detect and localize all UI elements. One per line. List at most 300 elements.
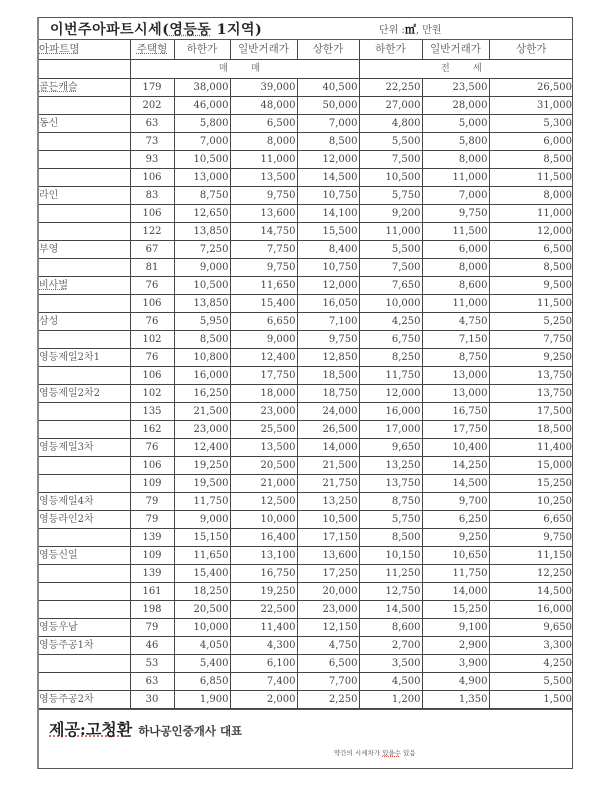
cell-jeonse-low: 10,150 — [359, 546, 422, 564]
cell-apartment-name — [39, 294, 130, 312]
cell-jeonse-typical: 6,250 — [422, 510, 489, 528]
cell-jeonse-typical: 1,350 — [422, 690, 489, 708]
cell-jeonse-typical: 7,000 — [422, 186, 489, 204]
cell-sale-typical: 4,300 — [230, 636, 297, 654]
table-row — [39, 402, 573, 420]
table-row — [39, 438, 573, 456]
cell-apartment-name: 영등우남 — [39, 618, 130, 636]
cell-jeonse-high: 11,000 — [489, 204, 573, 222]
cell-jeonse-high: 13,750 — [489, 384, 573, 402]
cell-jeonse-low: 13,250 — [359, 456, 422, 474]
cell-housing-type: 46 — [130, 636, 174, 654]
cell-apartment-name: 영등신일 — [39, 546, 130, 564]
table-row — [39, 672, 573, 690]
cell-jeonse-typical: 3,900 — [422, 654, 489, 672]
table-row — [39, 240, 573, 258]
cell-sale-typical: 21,000 — [230, 474, 297, 492]
cell-housing-type: 139 — [130, 564, 174, 582]
cell-sale-low: 13,850 — [174, 222, 230, 240]
cell-apartment-name — [39, 474, 130, 492]
cell-jeonse-typical: 2,900 — [422, 636, 489, 654]
table-row — [39, 186, 573, 204]
cell-apartment-name — [39, 330, 130, 348]
cell-jeonse-low: 4,500 — [359, 672, 422, 690]
header-sale-typical: 일반거래가 — [230, 40, 297, 59]
cell-apartment-name — [39, 402, 130, 420]
cell-sale-high: 10,500 — [297, 510, 359, 528]
cell-jeonse-typical: 5,800 — [422, 132, 489, 150]
cell-apartment-name: 비사벌 — [39, 276, 130, 294]
cell-jeonse-low: 2,700 — [359, 636, 422, 654]
cell-housing-type: 93 — [130, 150, 174, 168]
disclaimer-part2: 있을수 — [382, 748, 401, 757]
cell-apartment-name: 영등제일3차 — [39, 438, 130, 456]
cell-apartment-name — [39, 132, 130, 150]
cell-jeonse-high: 12,000 — [489, 222, 573, 240]
cell-sale-low: 10,800 — [174, 348, 230, 366]
cell-sale-high: 2,250 — [297, 690, 359, 708]
cell-jeonse-low: 7,500 — [359, 258, 422, 276]
cell-jeonse-low: 5,500 — [359, 240, 422, 258]
table-row — [39, 510, 573, 528]
table-row — [39, 654, 573, 672]
table-row — [39, 528, 573, 546]
cell-apartment-name: 동신 — [39, 114, 130, 132]
cell-housing-type: 102 — [130, 384, 174, 402]
cell-sale-low: 5,800 — [174, 114, 230, 132]
cell-sale-typical: 13,500 — [230, 168, 297, 186]
cell-sale-typical: 8,000 — [230, 132, 297, 150]
cell-housing-type: 67 — [130, 240, 174, 258]
cell-sale-typical: 25,500 — [230, 420, 297, 438]
cell-sale-typical: 6,650 — [230, 312, 297, 330]
cell-housing-type: 139 — [130, 528, 174, 546]
cell-sale-high: 21,500 — [297, 456, 359, 474]
cell-jeonse-low: 11,750 — [359, 366, 422, 384]
cell-sale-high: 10,750 — [297, 258, 359, 276]
cell-jeonse-low: 3,500 — [359, 654, 422, 672]
cell-sale-high: 14,100 — [297, 204, 359, 222]
cell-apartment-name — [39, 222, 130, 240]
cell-jeonse-typical: 11,500 — [422, 222, 489, 240]
cell-apartment-name — [39, 150, 130, 168]
cell-sale-typical: 9,750 — [230, 258, 297, 276]
cell-apartment-name: 라인 — [39, 186, 130, 204]
cell-jeonse-typical: 8,000 — [422, 150, 489, 168]
cell-housing-type: 106 — [130, 204, 174, 222]
cell-sale-low: 20,500 — [174, 600, 230, 618]
cell-jeonse-typical: 13,000 — [422, 366, 489, 384]
cell-sale-high: 14,000 — [297, 438, 359, 456]
cell-sale-low: 9,000 — [174, 510, 230, 528]
cell-sale-typical: 10,000 — [230, 510, 297, 528]
cell-apartment-name: 영등제일2차1 — [39, 348, 130, 366]
cell-jeonse-low: 9,200 — [359, 204, 422, 222]
cell-sale-low: 15,400 — [174, 564, 230, 582]
cell-sale-low: 4,050 — [174, 636, 230, 654]
cell-apartment-name: 부영 — [39, 240, 130, 258]
header-jeonse-low: 하한가 — [359, 40, 422, 59]
cell-jeonse-typical: 9,700 — [422, 492, 489, 510]
cell-sale-high: 7,700 — [297, 672, 359, 690]
header-apartment-name: 아파트명 — [39, 40, 130, 59]
disclaimer-part3: 있음 — [400, 748, 416, 757]
cell-jeonse-high: 1,500 — [489, 690, 573, 708]
cell-jeonse-typical: 13,000 — [422, 384, 489, 402]
cell-jeonse-typical: 7,150 — [422, 330, 489, 348]
cell-jeonse-low: 10,500 — [359, 168, 422, 186]
cell-housing-type: 162 — [130, 420, 174, 438]
table-row — [39, 690, 573, 708]
cell-jeonse-low: 5,500 — [359, 132, 422, 150]
table-row — [39, 132, 573, 150]
cell-jeonse-typical: 5,000 — [422, 114, 489, 132]
cell-jeonse-high: 31,000 — [489, 96, 573, 114]
cell-sale-high: 7,000 — [297, 114, 359, 132]
cell-housing-type: 109 — [130, 474, 174, 492]
disclaimer-part1: 약간의 시세차가 — [334, 748, 383, 757]
title-district: 영등동 — [169, 21, 212, 38]
title-suffix: 1지역) — [211, 21, 263, 38]
cell-jeonse-typical: 9,100 — [422, 618, 489, 636]
cell-jeonse-low: 17,000 — [359, 420, 422, 438]
cell-housing-type: 83 — [130, 186, 174, 204]
group-blank — [39, 59, 130, 78]
table-row — [39, 636, 573, 654]
cell-apartment-name — [39, 582, 130, 600]
cell-apartment-name: 삼성 — [39, 312, 130, 330]
cell-sale-typical: 20,500 — [230, 456, 297, 474]
cell-housing-type: 30 — [130, 690, 174, 708]
cell-jeonse-low: 22,250 — [359, 78, 422, 96]
cell-jeonse-typical: 4,900 — [422, 672, 489, 690]
cell-jeonse-high: 26,500 — [489, 78, 573, 96]
cell-sale-typical: 11,000 — [230, 150, 297, 168]
table-row — [39, 384, 573, 402]
cell-jeonse-low: 16,000 — [359, 402, 422, 420]
cell-jeonse-low: 4,250 — [359, 312, 422, 330]
cell-jeonse-low: 27,000 — [359, 96, 422, 114]
footer — [39, 709, 572, 768]
page-title — [50, 19, 262, 39]
cell-jeonse-typical: 10,400 — [422, 438, 489, 456]
cell-sale-high: 21,750 — [297, 474, 359, 492]
cell-sale-typical: 2,000 — [230, 690, 297, 708]
cell-housing-type: 76 — [130, 276, 174, 294]
cell-apartment-name — [39, 654, 130, 672]
table-row — [39, 456, 573, 474]
cell-jeonse-high: 8,000 — [489, 186, 573, 204]
cell-sale-low: 7,250 — [174, 240, 230, 258]
cell-sale-typical: 11,400 — [230, 618, 297, 636]
unit-area: ㎡ — [404, 23, 416, 36]
cell-housing-type: 106 — [130, 366, 174, 384]
cell-jeonse-low: 5,750 — [359, 510, 422, 528]
cell-jeonse-typical: 8,750 — [422, 348, 489, 366]
cell-sale-high: 12,850 — [297, 348, 359, 366]
cell-sale-typical: 39,000 — [230, 78, 297, 96]
cell-sale-high: 12,000 — [297, 150, 359, 168]
cell-sale-low: 11,750 — [174, 492, 230, 510]
header-sale-high: 상한가 — [297, 40, 359, 59]
cell-sale-low: 11,650 — [174, 546, 230, 564]
cell-sale-low: 18,250 — [174, 582, 230, 600]
unit-money: , 만원 — [415, 25, 442, 36]
cell-apartment-name — [39, 168, 130, 186]
cell-sale-low: 13,000 — [174, 168, 230, 186]
unit-prefix: 단위 : — [379, 25, 405, 36]
table-row — [39, 114, 573, 132]
cell-apartment-name — [39, 204, 130, 222]
cell-jeonse-typical: 11,000 — [422, 294, 489, 312]
cell-housing-type: 76 — [130, 438, 174, 456]
cell-sale-low: 8,500 — [174, 330, 230, 348]
cell-housing-type: 202 — [130, 96, 174, 114]
cell-sale-typical: 23,000 — [230, 402, 297, 420]
cell-jeonse-typical: 14,000 — [422, 582, 489, 600]
cell-jeonse-typical: 8,600 — [422, 276, 489, 294]
cell-apartment-name — [39, 456, 130, 474]
cell-sale-high: 12,150 — [297, 618, 359, 636]
cell-housing-type: 53 — [130, 654, 174, 672]
price-sheet — [37, 17, 573, 769]
cell-apartment-name — [39, 366, 130, 384]
cell-sale-typical: 13,100 — [230, 546, 297, 564]
cell-sale-typical: 18,000 — [230, 384, 297, 402]
cell-sale-high: 23,000 — [297, 600, 359, 618]
cell-jeonse-typical: 4,750 — [422, 312, 489, 330]
cell-jeonse-high: 11,500 — [489, 168, 573, 186]
cell-apartment-name — [39, 96, 130, 114]
cell-sale-high: 7,100 — [297, 312, 359, 330]
cell-sale-low: 12,400 — [174, 438, 230, 456]
cell-jeonse-high: 5,300 — [489, 114, 573, 132]
cell-sale-low: 5,950 — [174, 312, 230, 330]
cell-sale-low: 5,400 — [174, 654, 230, 672]
cell-housing-type: 79 — [130, 492, 174, 510]
cell-jeonse-typical: 8,000 — [422, 258, 489, 276]
header-sale-low: 하한가 — [174, 40, 230, 59]
cell-jeonse-high: 3,300 — [489, 636, 573, 654]
cell-sale-low: 15,150 — [174, 528, 230, 546]
table-row — [39, 348, 573, 366]
cell-jeonse-high: 14,500 — [489, 582, 573, 600]
cell-sale-low: 13,850 — [174, 294, 230, 312]
cell-jeonse-typical: 16,750 — [422, 402, 489, 420]
cell-apartment-name — [39, 672, 130, 690]
table-row — [39, 204, 573, 222]
cell-sale-high: 9,750 — [297, 330, 359, 348]
cell-jeonse-low: 5,750 — [359, 186, 422, 204]
cell-jeonse-low: 12,000 — [359, 384, 422, 402]
cell-apartment-name: 골든캐슬 — [39, 78, 130, 96]
cell-jeonse-high: 5,250 — [489, 312, 573, 330]
cell-sale-typical: 15,400 — [230, 294, 297, 312]
provider-name: 제공:고청환 — [49, 719, 133, 739]
cell-sale-high: 24,000 — [297, 402, 359, 420]
header-row — [39, 40, 573, 59]
cell-sale-low: 19,500 — [174, 474, 230, 492]
cell-jeonse-typical: 14,250 — [422, 456, 489, 474]
cell-housing-type: 122 — [130, 222, 174, 240]
cell-sale-high: 26,500 — [297, 420, 359, 438]
table-row — [39, 474, 573, 492]
header-housing-type: 주택형 — [130, 40, 174, 59]
cell-sale-high: 15,500 — [297, 222, 359, 240]
cell-sale-low: 8,750 — [174, 186, 230, 204]
table-row — [39, 492, 573, 510]
cell-apartment-name: 영등주공2차 — [39, 690, 130, 708]
provider-credit — [49, 717, 242, 740]
cell-sale-typical: 13,500 — [230, 438, 297, 456]
cell-sale-high: 20,000 — [297, 582, 359, 600]
table-row — [39, 258, 573, 276]
cell-apartment-name: 영등제일2차2 — [39, 384, 130, 402]
cell-housing-type: 76 — [130, 312, 174, 330]
unit-label — [379, 21, 442, 37]
cell-jeonse-high: 7,750 — [489, 330, 573, 348]
price-table — [39, 40, 573, 709]
table-row — [39, 618, 573, 636]
cell-jeonse-typical: 9,750 — [422, 204, 489, 222]
cell-jeonse-low: 8,500 — [359, 528, 422, 546]
cell-sale-typical: 16,400 — [230, 528, 297, 546]
table-row — [39, 564, 573, 582]
cell-housing-type: 63 — [130, 672, 174, 690]
cell-jeonse-high: 6,000 — [489, 132, 573, 150]
cell-housing-type: 79 — [130, 618, 174, 636]
cell-sale-typical: 12,400 — [230, 348, 297, 366]
cell-housing-type: 79 — [130, 510, 174, 528]
cell-sale-high: 6,500 — [297, 654, 359, 672]
table-row — [39, 294, 573, 312]
cell-sale-high: 17,250 — [297, 564, 359, 582]
cell-jeonse-typical: 9,250 — [422, 528, 489, 546]
cell-sale-high: 18,500 — [297, 366, 359, 384]
cell-jeonse-high: 4,250 — [489, 654, 573, 672]
table-row — [39, 78, 573, 96]
cell-jeonse-typical: 14,500 — [422, 474, 489, 492]
cell-jeonse-low: 8,750 — [359, 492, 422, 510]
table-row — [39, 330, 573, 348]
cell-jeonse-typical: 10,650 — [422, 546, 489, 564]
cell-jeonse-low: 11,250 — [359, 564, 422, 582]
header-jeonse-high: 상한가 — [489, 40, 573, 59]
table-row — [39, 222, 573, 240]
cell-jeonse-high: 11,400 — [489, 438, 573, 456]
cell-sale-typical: 19,250 — [230, 582, 297, 600]
cell-jeonse-typical: 15,250 — [422, 600, 489, 618]
table-row — [39, 312, 573, 330]
table-row — [39, 600, 573, 618]
cell-sale-typical: 6,500 — [230, 114, 297, 132]
cell-jeonse-low: 9,650 — [359, 438, 422, 456]
cell-sale-high: 50,000 — [297, 96, 359, 114]
cell-sale-high: 13,250 — [297, 492, 359, 510]
cell-housing-type: 102 — [130, 330, 174, 348]
cell-jeonse-low: 1,200 — [359, 690, 422, 708]
cell-sale-high: 40,500 — [297, 78, 359, 96]
cell-sale-low: 21,500 — [174, 402, 230, 420]
cell-housing-type: 135 — [130, 402, 174, 420]
cell-sale-low: 6,850 — [174, 672, 230, 690]
cell-sale-high: 10,750 — [297, 186, 359, 204]
cell-jeonse-high: 9,650 — [489, 618, 573, 636]
cell-sale-high: 17,150 — [297, 528, 359, 546]
cell-sale-low: 9,000 — [174, 258, 230, 276]
cell-sale-typical: 9,000 — [230, 330, 297, 348]
cell-jeonse-low: 14,500 — [359, 600, 422, 618]
cell-jeonse-typical: 28,000 — [422, 96, 489, 114]
cell-jeonse-low: 7,500 — [359, 150, 422, 168]
table-row — [39, 366, 573, 384]
cell-housing-type: 76 — [130, 348, 174, 366]
cell-jeonse-high: 5,500 — [489, 672, 573, 690]
cell-sale-high: 13,600 — [297, 546, 359, 564]
cell-sale-typical: 22,500 — [230, 600, 297, 618]
cell-jeonse-high: 17,500 — [489, 402, 573, 420]
table-row — [39, 96, 573, 114]
cell-sale-typical: 16,750 — [230, 564, 297, 582]
cell-sale-low: 19,250 — [174, 456, 230, 474]
cell-sale-typical: 11,650 — [230, 276, 297, 294]
cell-jeonse-typical: 6,000 — [422, 240, 489, 258]
cell-sale-typical: 9,750 — [230, 186, 297, 204]
cell-sale-low: 16,000 — [174, 366, 230, 384]
cell-sale-typical: 6,100 — [230, 654, 297, 672]
cell-housing-type: 106 — [130, 168, 174, 186]
cell-apartment-name — [39, 600, 130, 618]
cell-jeonse-typical: 17,750 — [422, 420, 489, 438]
cell-jeonse-high: 6,500 — [489, 240, 573, 258]
cell-jeonse-typical: 11,750 — [422, 564, 489, 582]
cell-sale-low: 16,250 — [174, 384, 230, 402]
cell-jeonse-high: 18,500 — [489, 420, 573, 438]
cell-apartment-name — [39, 564, 130, 582]
cell-apartment-name: 영등제일4차 — [39, 492, 130, 510]
cell-housing-type: 179 — [130, 78, 174, 96]
cell-jeonse-high: 15,000 — [489, 456, 573, 474]
cell-jeonse-low: 8,600 — [359, 618, 422, 636]
cell-jeonse-high: 8,500 — [489, 150, 573, 168]
cell-jeonse-high: 9,250 — [489, 348, 573, 366]
cell-jeonse-high: 16,000 — [489, 600, 573, 618]
cell-housing-type: 81 — [130, 258, 174, 276]
group-row — [39, 59, 573, 78]
cell-sale-high: 12,000 — [297, 276, 359, 294]
title-row — [39, 18, 572, 40]
cell-sale-low: 7,000 — [174, 132, 230, 150]
table-row — [39, 150, 573, 168]
cell-sale-high: 8,500 — [297, 132, 359, 150]
cell-jeonse-typical: 23,500 — [422, 78, 489, 96]
group-jeonse: 전 세 — [359, 59, 573, 78]
cell-jeonse-high: 9,750 — [489, 528, 573, 546]
cell-apartment-name: 영등라인2차 — [39, 510, 130, 528]
cell-housing-type: 109 — [130, 546, 174, 564]
cell-housing-type: 161 — [130, 582, 174, 600]
cell-jeonse-low: 11,000 — [359, 222, 422, 240]
cell-housing-type: 106 — [130, 456, 174, 474]
cell-jeonse-high: 13,750 — [489, 366, 573, 384]
cell-sale-high: 14,500 — [297, 168, 359, 186]
cell-jeonse-high: 8,500 — [489, 258, 573, 276]
cell-sale-low: 12,650 — [174, 204, 230, 222]
cell-sale-typical: 17,750 — [230, 366, 297, 384]
title-prefix: 이번주아파트시세( — [50, 21, 170, 38]
table-row — [39, 546, 573, 564]
cell-jeonse-low: 8,250 — [359, 348, 422, 366]
